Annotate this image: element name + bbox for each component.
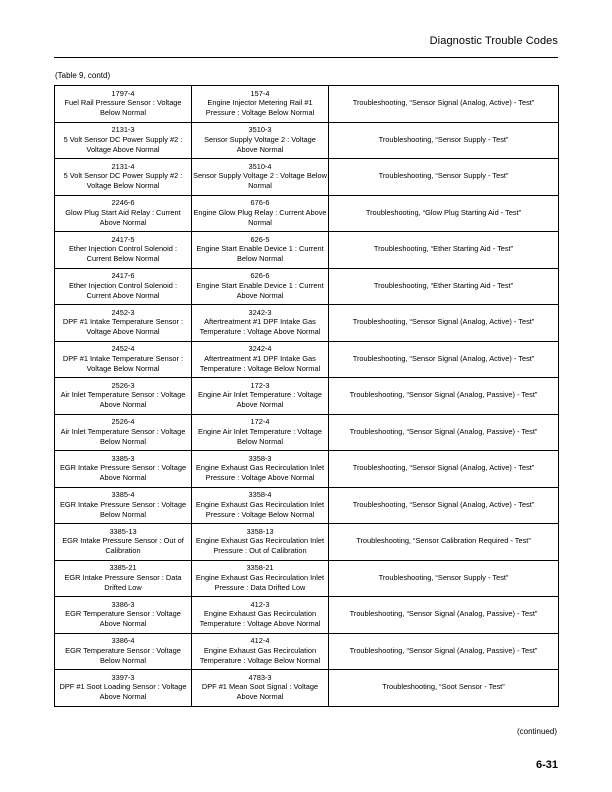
cdl-code: 3242-3 [248, 307, 272, 317]
troubleshooting-procedure: Troubleshooting, “Sensor Supply - Test” [378, 171, 509, 181]
procedure-cell [329, 378, 559, 415]
cdl-cell [192, 487, 329, 524]
j1939-description: EGR Intake Pressure Sensor : Voltage Below Normal [59, 499, 187, 519]
table-row [55, 86, 559, 123]
troubleshooting-procedure: Troubleshooting, “Soot Sensor - Test” [382, 682, 505, 692]
j1939-cell [55, 268, 192, 305]
j1939-code: 2452-3 [111, 307, 135, 317]
dtc-table [54, 85, 559, 707]
troubleshooting-procedure: Troubleshooting, “Sensor Signal (Analog, Passive) - Test” [349, 645, 538, 655]
j1939-cell [55, 597, 192, 634]
procedure-cell [329, 268, 559, 305]
table-row [55, 378, 559, 415]
procedure-cell [329, 232, 559, 269]
j1939-cell [55, 560, 192, 597]
cdl-cell [192, 378, 329, 415]
j1939-description: Ether Injection Control Solenoid : Current Above Normal [68, 280, 178, 300]
cdl-code: 3358-4 [248, 490, 272, 500]
procedure-cell [329, 195, 559, 232]
cdl-code: 172-4 [250, 417, 270, 427]
j1939-cell [55, 305, 192, 342]
table-row [55, 633, 559, 670]
cdl-code: 676-6 [250, 198, 270, 208]
j1939-description: EGR Intake Pressure Sensor : Voltage Above Normal [59, 463, 187, 483]
header-rule [54, 57, 558, 58]
j1939-code: 2246-6 [111, 198, 135, 208]
cdl-description: Sensor Supply Voltage 2 : Voltage Below Normal [193, 171, 327, 191]
cdl-description: Aftertreatment #1 DPF Intake Gas Temperature : Voltage Below Normal [199, 353, 321, 373]
j1939-description: EGR Temperature Sensor : Voltage Above Normal [65, 609, 181, 629]
cdl-description: Engine Glow Plug Relay : Current Above Normal [193, 207, 327, 227]
troubleshooting-procedure: Troubleshooting, “Sensor Calibration Required - Test” [356, 536, 531, 546]
j1939-description: 5 Volt Sensor DC Power Supply #2 : Voltage Below Normal [63, 171, 183, 191]
troubleshooting-procedure: Troubleshooting, “Sensor Supply - Test” [378, 572, 509, 582]
j1939-cell [55, 122, 192, 159]
cdl-cell [192, 86, 329, 123]
cdl-cell [192, 451, 329, 488]
j1939-code: 3385-21 [109, 563, 137, 573]
j1939-code: 2452-4 [111, 344, 135, 354]
table-row [55, 451, 559, 488]
j1939-cell [55, 633, 192, 670]
cdl-cell [192, 305, 329, 342]
table-caption: (Table 9, contd) [55, 71, 111, 80]
j1939-description: EGR Intake Pressure Sensor : Data Drifted Low [64, 572, 182, 592]
cdl-code: 3358-13 [246, 526, 274, 536]
j1939-code: 3385-4 [111, 490, 135, 500]
cdl-cell [192, 633, 329, 670]
j1939-description: Glow Plug Start Aid Relay : Current Above Normal [65, 207, 181, 227]
cdl-code: 412-3 [250, 599, 270, 609]
j1939-code: 2526-3 [111, 380, 135, 390]
cdl-cell [192, 122, 329, 159]
j1939-code: 1797-4 [111, 88, 135, 98]
cdl-cell [192, 195, 329, 232]
table-row [55, 232, 559, 269]
j1939-code: 3385-13 [109, 526, 137, 536]
table-row [55, 487, 559, 524]
cdl-description: Engine Air Inlet Temperature : Voltage Above Normal [198, 390, 322, 410]
cdl-cell [192, 414, 329, 451]
cdl-description: Engine Start Enable Device 1 : Current Above Normal [196, 280, 324, 300]
cdl-description: Engine Exhaust Gas Recirculation Inlet Pressure : Data Drifted Low [195, 572, 325, 592]
procedure-cell [329, 487, 559, 524]
cdl-code: 3358-21 [246, 563, 274, 573]
procedure-cell [329, 524, 559, 561]
procedure-cell [329, 122, 559, 159]
j1939-description: Ether Injection Control Solenoid : Current Below Normal [68, 244, 178, 264]
cdl-code: 3510-3 [248, 125, 272, 135]
troubleshooting-procedure: Troubleshooting, “Sensor Signal (Analog, Active) - Test” [352, 317, 535, 327]
continued-note: (continued) [516, 727, 557, 736]
cdl-cell [192, 232, 329, 269]
cdl-cell [192, 597, 329, 634]
cdl-code: 172-3 [250, 380, 270, 390]
dtc-table-body [55, 86, 559, 707]
table-row [55, 597, 559, 634]
j1939-description: Air Inlet Temperature Sensor : Voltage Above Normal [60, 390, 186, 410]
procedure-cell [329, 305, 559, 342]
cdl-description: DPF #1 Mean Soot Signal : Voltage Above Normal [201, 682, 319, 702]
cdl-description: Engine Exhaust Gas Recirculation Temperature : Voltage Above Normal [199, 609, 321, 629]
cdl-code: 3242-4 [248, 344, 272, 354]
cdl-code: 3510-4 [248, 161, 272, 171]
cdl-code: 4783-3 [248, 672, 272, 682]
table-row [55, 195, 559, 232]
cdl-description: Aftertreatment #1 DPF Intake Gas Temperature : Voltage Above Normal [199, 317, 321, 337]
cdl-description: Engine Air Inlet Temperature : Voltage Below Normal [198, 426, 322, 446]
cdl-code: 157-4 [250, 88, 270, 98]
j1939-description: EGR Intake Pressure Sensor : Out of Calibration [62, 536, 184, 556]
j1939-description: DPF #1 Intake Temperature Sensor : Voltage Below Normal [62, 353, 184, 373]
procedure-cell [329, 670, 559, 707]
procedure-cell [329, 414, 559, 451]
cdl-description: Engine Exhaust Gas Recirculation Temperature : Voltage Below Normal [199, 645, 321, 665]
j1939-cell [55, 341, 192, 378]
table-row [55, 159, 559, 196]
j1939-code: 3385-3 [111, 453, 135, 463]
j1939-cell [55, 378, 192, 415]
j1939-cell [55, 195, 192, 232]
procedure-cell [329, 633, 559, 670]
troubleshooting-procedure: Troubleshooting, “Ether Starting Aid - Test” [373, 244, 514, 254]
cdl-code: 626-6 [250, 271, 270, 281]
cdl-description: Engine Start Enable Device 1 : Current Below Normal [196, 244, 324, 264]
j1939-cell [55, 159, 192, 196]
j1939-description: EGR Temperature Sensor : Voltage Below Normal [65, 645, 181, 665]
j1939-code: 2526-4 [111, 417, 135, 427]
j1939-cell [55, 487, 192, 524]
cdl-cell [192, 268, 329, 305]
cdl-code: 626-5 [250, 234, 270, 244]
cdl-description: Engine Exhaust Gas Recirculation Inlet Pressure : Voltage Above Normal [195, 463, 325, 483]
cdl-cell [192, 670, 329, 707]
procedure-cell [329, 86, 559, 123]
procedure-cell [329, 451, 559, 488]
page-header-title: Diagnostic Trouble Codes [429, 35, 558, 47]
j1939-description: DPF #1 Intake Temperature Sensor : Voltage Above Normal [62, 317, 184, 337]
j1939-description: DPF #1 Soot Loading Sensor : Voltage Above Normal [59, 682, 187, 702]
troubleshooting-procedure: Troubleshooting, “Sensor Supply - Test” [378, 134, 509, 144]
j1939-code: 2131-3 [111, 125, 135, 135]
troubleshooting-procedure: Troubleshooting, “Sensor Signal (Analog, Passive) - Test” [349, 390, 538, 400]
j1939-cell [55, 524, 192, 561]
j1939-description: Air Inlet Temperature Sensor : Voltage Below Normal [60, 426, 186, 446]
table-row [55, 305, 559, 342]
troubleshooting-procedure: Troubleshooting, “Sensor Signal (Analog, Active) - Test” [352, 353, 535, 363]
cdl-description: Engine Exhaust Gas Recirculation Inlet Pressure : Out of Calibration [195, 536, 325, 556]
table-row [55, 560, 559, 597]
j1939-code: 2417-6 [111, 271, 135, 281]
j1939-description: 5 Volt Sensor DC Power Supply #2 : Voltage Above Normal [63, 134, 183, 154]
j1939-code: 2417-5 [111, 234, 135, 244]
j1939-cell [55, 414, 192, 451]
table-row [55, 524, 559, 561]
troubleshooting-procedure: Troubleshooting, “Sensor Signal (Analog, Active) - Test” [352, 499, 535, 509]
table-row [55, 122, 559, 159]
cdl-cell [192, 341, 329, 378]
cdl-code: 3358-3 [248, 453, 272, 463]
j1939-cell [55, 670, 192, 707]
cdl-cell [192, 159, 329, 196]
troubleshooting-procedure: Troubleshooting, “Sensor Signal (Analog, Passive) - Test” [349, 609, 538, 619]
j1939-cell [55, 232, 192, 269]
page-number: 6-31 [535, 759, 558, 771]
troubleshooting-procedure: Troubleshooting, “Sensor Signal (Analog, Active) - Test” [352, 98, 535, 108]
troubleshooting-procedure: Troubleshooting, “Ether Starting Aid - Test” [373, 280, 514, 290]
troubleshooting-procedure: Troubleshooting, “Glow Plug Starting Aid - Test” [365, 207, 522, 217]
cdl-cell [192, 524, 329, 561]
j1939-description: Fuel Rail Pressure Sensor : Voltage Below Normal [64, 98, 182, 118]
cdl-description: Engine Exhaust Gas Recirculation Inlet Pressure : Voltage Below Normal [195, 499, 325, 519]
procedure-cell [329, 159, 559, 196]
procedure-cell [329, 341, 559, 378]
table-row [55, 414, 559, 451]
troubleshooting-procedure: Troubleshooting, “Sensor Signal (Analog, Passive) - Test” [349, 426, 538, 436]
cdl-description: Sensor Supply Voltage 2 : Voltage Above Normal [204, 134, 316, 154]
j1939-cell [55, 451, 192, 488]
procedure-cell [329, 560, 559, 597]
j1939-cell [55, 86, 192, 123]
cdl-code: 412-4 [250, 636, 270, 646]
j1939-code: 2131-4 [111, 161, 135, 171]
cdl-cell [192, 560, 329, 597]
j1939-code: 3397-3 [111, 672, 135, 682]
table-row [55, 341, 559, 378]
procedure-cell [329, 597, 559, 634]
j1939-code: 3386-4 [111, 636, 135, 646]
table-row [55, 268, 559, 305]
table-row [55, 670, 559, 707]
cdl-description: Engine Injector Metering Rail #1 Pressure : Voltage Below Normal [205, 98, 315, 118]
j1939-code: 3386-3 [111, 599, 135, 609]
troubleshooting-procedure: Troubleshooting, “Sensor Signal (Analog, Active) - Test” [352, 463, 535, 473]
